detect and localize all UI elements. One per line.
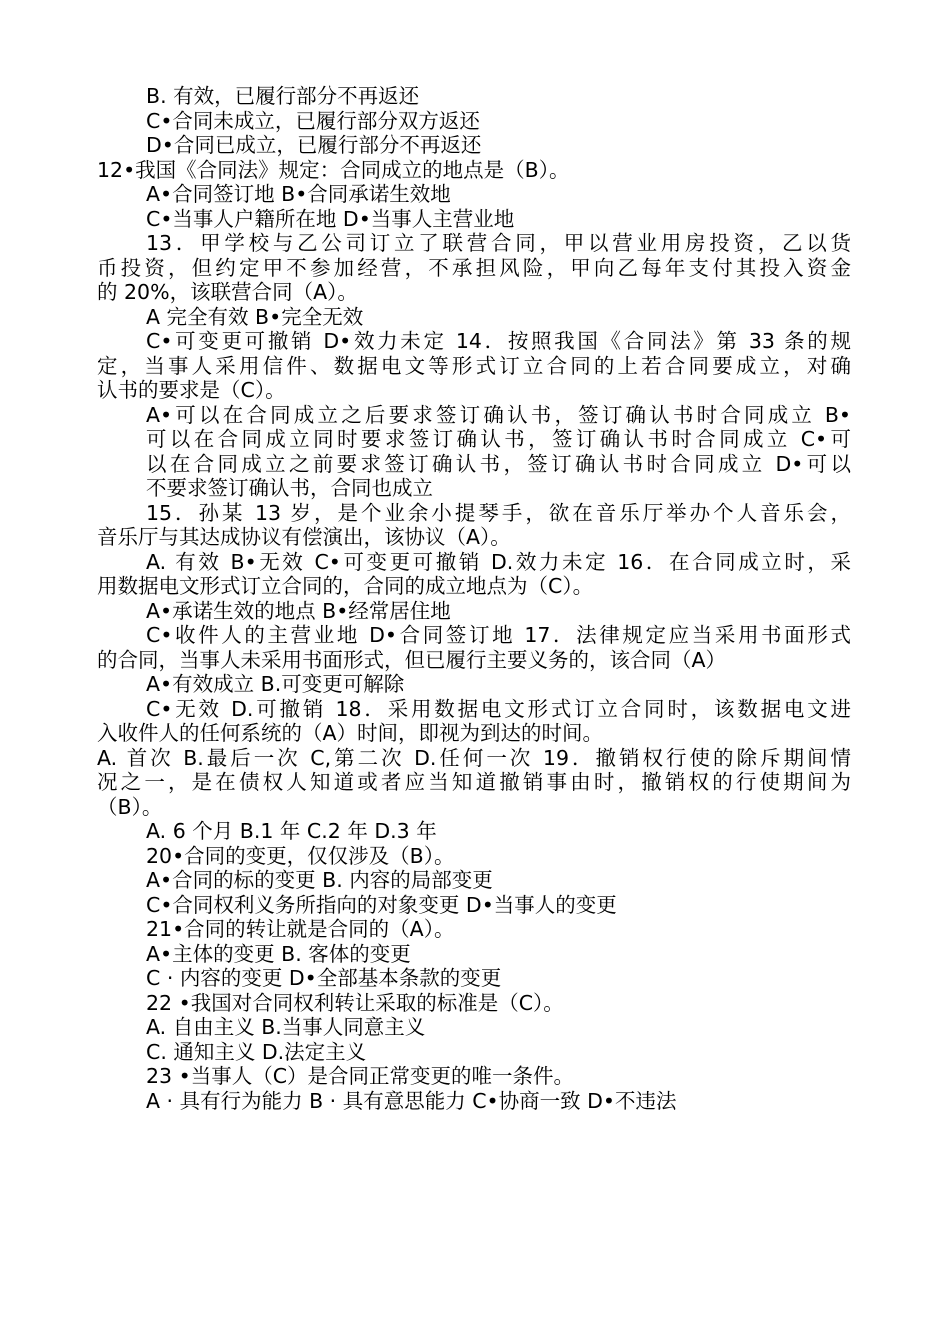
question-21: 21•合同的转让就是合同的（A）。 xyxy=(146,917,455,941)
question-14-cont: 定，当事人采用信件、数据电文等形式订立合同的上若合同要成立，对确 xyxy=(97,353,851,378)
option-line: A. 6 个月 B.1 年 C.2 年 D.3 年 xyxy=(146,819,437,843)
option-line: A. 自由主义 B.当事人同意主义 xyxy=(146,1015,426,1039)
option-line: D•合同已成立，已履行部分不再返还 xyxy=(146,133,482,157)
question-14-cont: 认书的要求是（C）。 xyxy=(97,378,286,402)
question-15: 15．孙某 13 岁，是个业余小提琴手，欲在音乐厅举办个人音乐会， xyxy=(146,500,851,525)
question-19: A. 首次 B.最后一次 C,第二次 D.任何一次 19．撤销权行使的除斥期间情 xyxy=(97,745,851,770)
option-line: A•合同签订地 B•合同承诺生效地 xyxy=(146,182,451,206)
question-17: C•收件人的主营业地 D•合同签订地 17．法律规定应当采用书面形式 xyxy=(146,623,851,647)
question-18: C•无效 D.可撤销 18．采用数据电文形式订立合同时，该数据电文进 xyxy=(146,696,851,721)
question-14: C•可变更可撤销 D•效力未定 14．按照我国《合同法》第 33 条的规 xyxy=(146,329,851,353)
option-line: A•可以在合同成立之后要求签订确认书，签订确认书时合同成立 B• xyxy=(146,402,851,427)
option-line: C · 内容的变更 D•全部基本条款的变更 xyxy=(146,966,502,990)
question-19-cont: 况之一，是在债权人知道或者应当知道撤销事由时，撤销权的行使期间为 xyxy=(97,770,851,794)
option-line: A · 具有行为能力 B · 具有意思能力 C•协商一致 D•不违法 xyxy=(146,1088,677,1113)
option-line: B. 有效，已履行部分不再返还 xyxy=(146,84,420,108)
option-line: A•承诺生效的地点 B•经常居住地 xyxy=(146,598,451,623)
question-16: A. 有效 B•无效 C•可变更可撤销 D.效力未定 16．在合同成立时，采 xyxy=(146,549,851,574)
question-22: 22 •我国对合同权利转让采取的标准是（C）。 xyxy=(146,990,564,1015)
option-line: 以在合同成立之前要求签订确认书，签订确认书时合同成立 D•可以 xyxy=(146,451,851,476)
question-19-cont: （B）。 xyxy=(97,794,163,819)
option-line: C•当事人户籍所在地 D•当事人主营业地 xyxy=(146,206,515,231)
question-13-cont: 币投资，但约定甲不参加经营，不承担风险，甲向乙每年支付其投入资金 xyxy=(97,255,851,280)
question-13: 13．甲学校与乙公司订立了联营合同，甲以营业用房投资，乙以货 xyxy=(146,231,851,255)
question-13-cont: 的 20%，该联营合同（A）。 xyxy=(97,280,358,304)
document-body xyxy=(97,84,851,1113)
question-16-cont: 用数据电文形式订立合同的，合同的成立地点为（C）。 xyxy=(97,574,594,598)
option-line: 不要求签订确认书，合同也成立 xyxy=(146,476,433,500)
question-18-cont: 入收件人的任何系统的（A）时间，即视为到达的时间。 xyxy=(97,721,604,745)
option-line: A•合同的标的变更 B. 内容的局部变更 xyxy=(146,868,493,892)
option-line: C. 通知主义 D.法定主义 xyxy=(146,1039,367,1064)
option-line: C•合同权利义务所指向的对象变更 D•当事人的变更 xyxy=(146,892,617,917)
option-line: A•主体的变更 B. 客体的变更 xyxy=(146,941,411,966)
option-line: A•有效成立 B.可变更可解除 xyxy=(146,672,405,696)
question-23: 23 •当事人（C）是合同正常变更的唯一条件。 xyxy=(146,1064,575,1088)
option-line: 可以在合同成立同时要求签订确认书，签订确认书时合同成立 C•可 xyxy=(146,427,851,451)
question-17-cont: 的合同，当事人未采用书面形式，但已履行主要义务的，该合同（A） xyxy=(97,647,727,672)
option-line: C•合同未成立，已履行部分双方返还 xyxy=(146,108,480,133)
question-20: 20•合同的变更，仅仅涉及（B）。 xyxy=(146,843,455,868)
option-line: A 完全有效 B•完全无效 xyxy=(146,304,364,329)
question-12: 12•我国《合同法》规定：合同成立的地点是（B）。 xyxy=(97,157,570,182)
question-15-cont: 音乐厅与其达成协议有偿演出，该协议（A）。 xyxy=(97,525,511,549)
